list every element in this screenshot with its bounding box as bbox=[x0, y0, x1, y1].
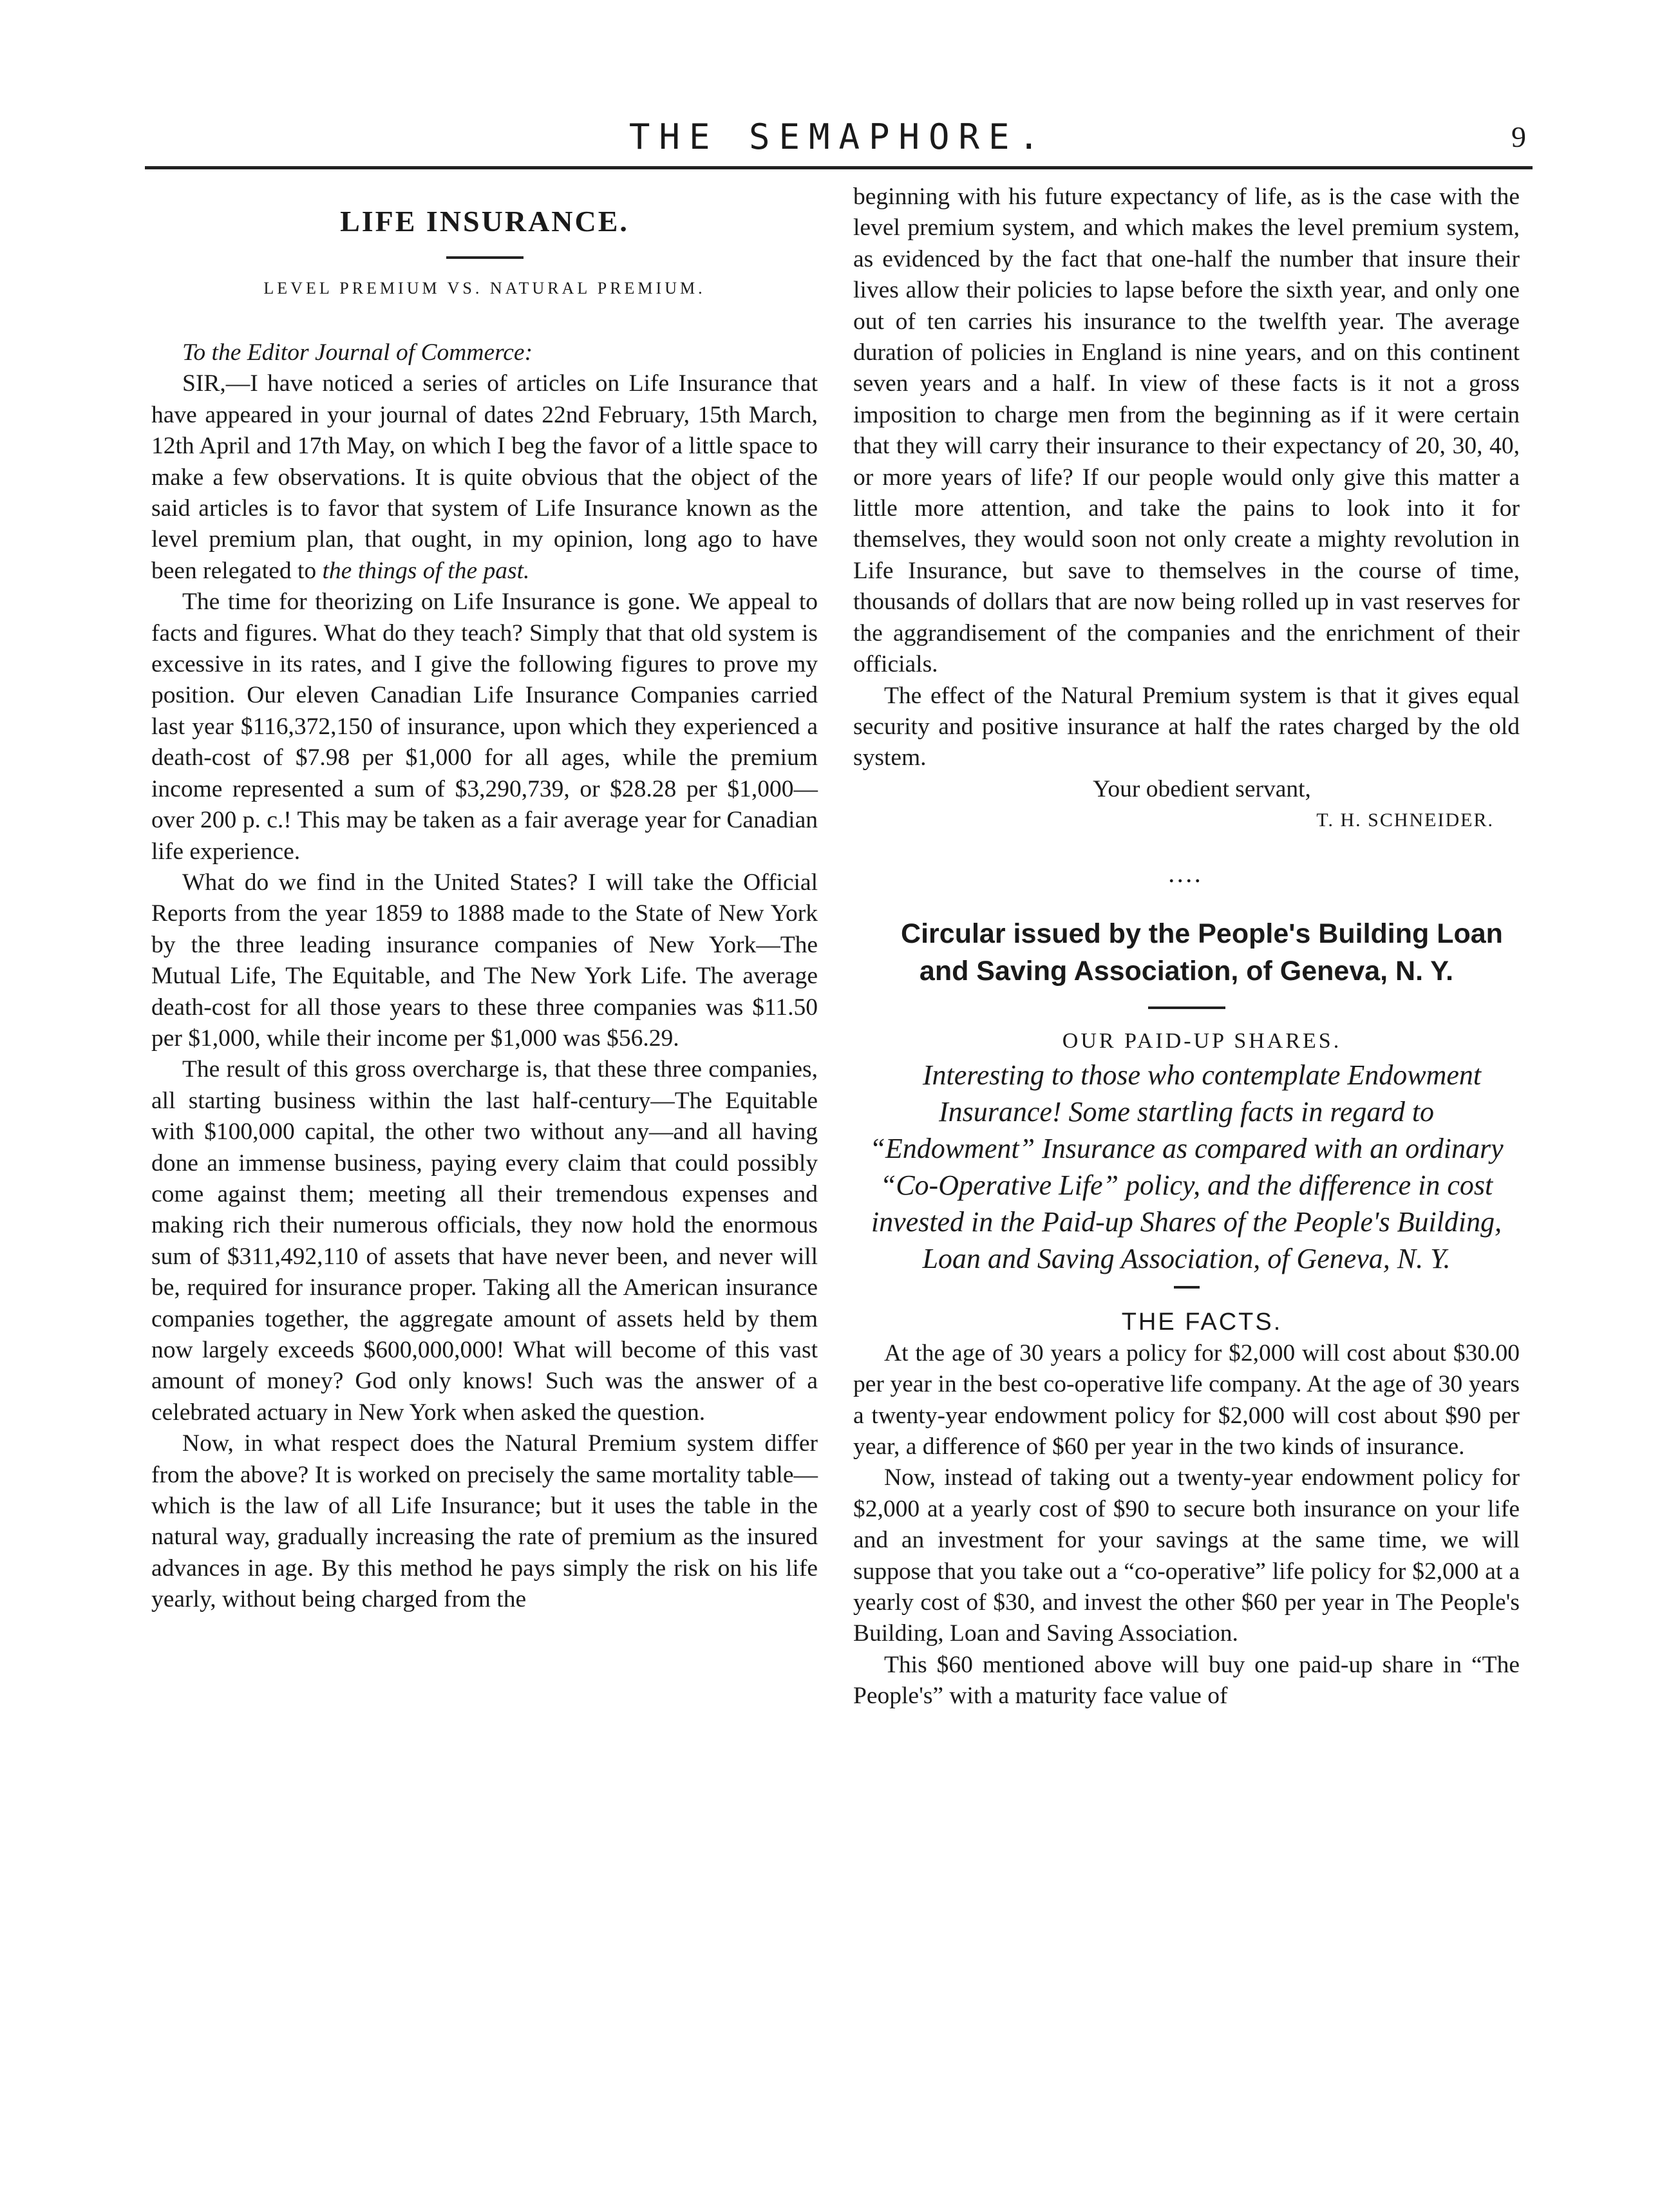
left-column bbox=[151, 182, 818, 1616]
article-headline: LIFE INSURANCE. bbox=[340, 205, 629, 238]
letter-signature: T. H. SCHNEIDER. bbox=[1316, 809, 1494, 831]
article-subhead: LEVEL PREMIUM VS. NATURAL PREMIUM. bbox=[263, 279, 706, 298]
letter-signoff: Your obedient servant, bbox=[1093, 775, 1311, 802]
masthead-rule bbox=[145, 166, 1533, 169]
masthead bbox=[145, 115, 1533, 166]
page-number: 9 bbox=[1511, 120, 1526, 153]
paragraph-1 bbox=[151, 368, 818, 587]
facts-rule bbox=[1174, 1286, 1200, 1289]
paragraph-1-italic: the things of the past. bbox=[322, 557, 530, 584]
paragraph-1-text: SIR,—I have noticed a series of articles on Life Insurance that have appeared in your journal of dates 22nd February, 15th March, 12th April and 17th May, on which I beg the favor of a little space to make a few observations. It is quite obvious that the object of the said articles is to favor that system of Life Insurance known as the level premium plan, that ought, in my opinion, long ago to have been relegated to bbox=[151, 370, 818, 584]
headline-rule bbox=[446, 256, 524, 259]
facts-heading: THE FACTS. bbox=[1121, 1309, 1283, 1336]
publication-title: THE SEMAPHORE. bbox=[628, 117, 1049, 157]
circular-rule bbox=[1148, 1006, 1225, 1009]
paragraph-3: What do we find in the United States? I will take the Official Reports from the year 1859 to 1888 made to the State of New York by the three leading insurance companies of New York—The Mutual Life, The Equitable, and The New York Life. The average death-cost for all those years to these three companies was $11.50 per $1,000, while their income per $1,000 was $56.29. bbox=[151, 869, 818, 1052]
letter-salutation: To the Editor Journal of Commerce: bbox=[182, 339, 533, 366]
section-separator: .... bbox=[1169, 865, 1204, 887]
paragraph-5: Now, in what respect does the Natural Premium system differ from the above? It is worked on precisely the same mortality table—which is the law of all Life Insurance; but it uses the table in the natural way, gradually increasing the rate of premium as the insured advances in age. By this method he pays simply the risk on his life yearly, without being charged from the bbox=[151, 1430, 818, 1613]
circular-headline: Circular issued by the People's Building Loan and Saving Association, of Geneva, N. Y. bbox=[901, 918, 1503, 987]
paragraph-6: The effect of the Natural Premium system is that it gives equal security and positive insurance at half the rates charged by the old system. bbox=[853, 682, 1520, 771]
paragraph-4: The result of this gross overcharge is, that these three companies, all starting business within the last half-century—The Equitable with $100,000 capital, the other two without any—and all having done an immense business, paying every claim that could possibly come against them; meeting all their tremendous expenses and making rich their numerous officials, they now hold the enormous sum of $311,492,110 of assets that have never been, and never will be, required for insurance proper. Taking all the American insurance companies together, the aggregate amount of assets held by them now largely exceeds $600,000,000! What will become of this vast amount of money? God only knows! Such was the answer of a celebrated actuary in New York when asked the question. bbox=[151, 1056, 818, 1426]
facts-paragraph-2: Now, instead of taking out a twenty-year endowment policy for $2,000 at a yearly cost of $90 to secure both insurance on your life and an investment for your savings at the same time, we will suppose that you take out a “co-operative” life policy for $2,000 at a yearly cost of $30, and invest the other $60 per year in The People's Building, Loan and Saving Association. bbox=[853, 1464, 1520, 1647]
shares-subhead: OUR PAID-UP SHARES. bbox=[1062, 1028, 1342, 1053]
facts-paragraph-1: At the age of 30 years a policy for $2,000 will cost about $30.00 per year in the best co-operative life company. At the age of 30 years a twenty-year endowment policy for $2,000 will cost about $90 per year, a difference of $60 per year in the two kinds of insurance. bbox=[853, 1339, 1520, 1460]
facts-paragraph-3: This $60 mentioned above will buy one paid-up share in “The People's” with a maturity face value of bbox=[853, 1651, 1520, 1710]
circular-intro: Interesting to those who contemplate Endowment Insurance! Some startling facts in regard to “Endowment” Insurance as compared with an ordinary “Co-Operative Life” policy, and the difference in cost invested in the Paid-up Shares of the People's Building, Loan and Saving Association, of Geneva, N. Y. bbox=[869, 1059, 1504, 1275]
right-column bbox=[853, 182, 1520, 1712]
paragraph-2: The time for theorizing on Life Insurance is gone. We appeal to facts and figures. What do they teach? Simply that that old system is excessive in its rates, and I give the following figures to prove my position. Our eleven Canadian Life Insurance Companies carried last year $116,372,150 of insurance, upon which they experienced a death-cost of $7.98 per $1,000 for all ages, while the premium income represented a sum of $3,290,739, or $28.28 per $1,000—over 200 p. c.! This may be taken as a fair average year for Canadian life experience. bbox=[151, 589, 818, 865]
paragraph-5-continued: beginning with his future expectancy of life, as is the case with the level premium system, and which makes the level premium system, as evidenced by the fact that one-half the number that insure their lives allow their policies to lapse before the sixth year, and only one out of ten carries his insurance to the twelfth year. The average duration of policies in England is nine years, and on this continent seven years and a half. In view of these facts is it not a gross imposition to charge men from the beginning as if it were certain that they will carry their insurance to their expectancy of 20, 30, 40, or more years of life? If our people would only give this matter a little more attention, and take the pains to look into it for themselves, they would soon not only create a mighty revolution in Life Insurance, but save to themselves in the course of time, thousands of dollars that are now being rolled up in vast reserves for the aggrandisement of the companies and the enrichment of their officials. bbox=[853, 184, 1520, 678]
